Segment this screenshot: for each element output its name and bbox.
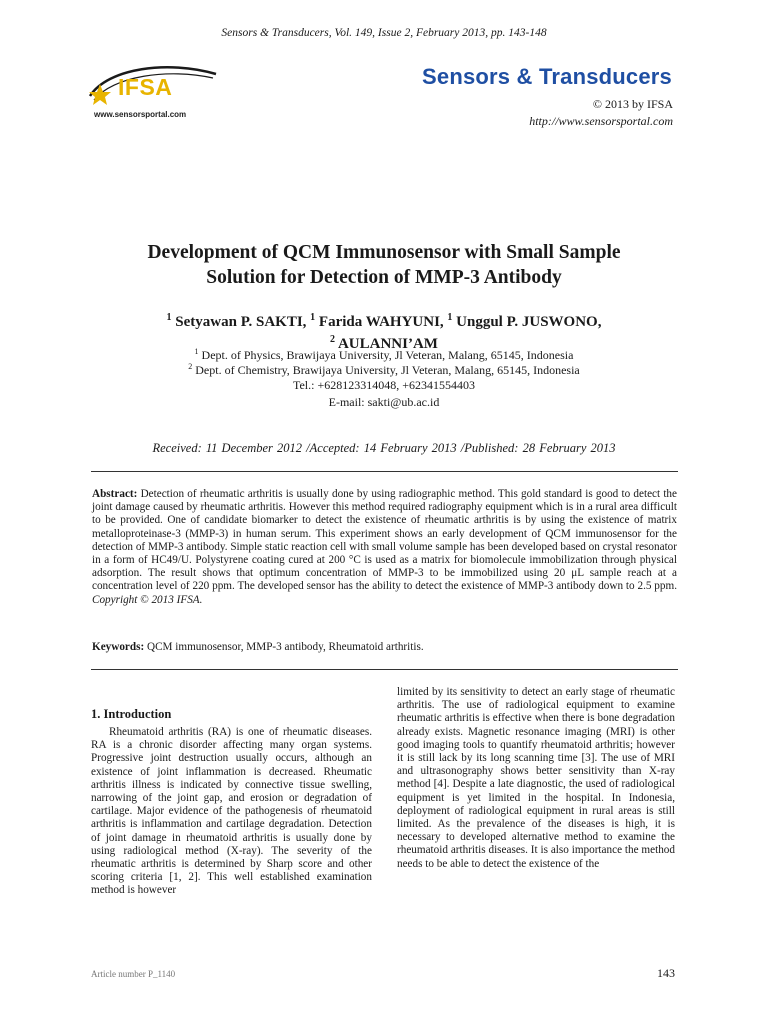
- affiliation-sup: 2: [188, 362, 193, 371]
- abstract-copyright: Copyright © 2013 IFSA.: [92, 593, 203, 606]
- paper-title: [80, 240, 688, 290]
- running-header: Sensors & Transducers, Vol. 149, Issue 2, February 2013, pp. 143-148: [221, 27, 547, 39]
- abstract-text: Detection of rheumatic arthritis is usually done by using radiographic method. This gold standard is good to detect the joint damage caused by rheumatic arthritis. However this method required radiography equipment which is in a rural area difficult to be provided. One of candidate biomarker to detect the existence of rheumatic arthritis is by using the existence of matrix metalloproteinase-3 (MMP-3) in human serum. This experiment shows an early development of QCM immunosensor for the detection of MMP-3 antibody. Simple static reaction cell with small volume sample has been developed based on crystal resonator in a form of HC49/U. Polystyrene coating cured at 200 °C is used as a matrix for biomolecule immobilization through physical adsorption. The result shows that optimum concentration of MMP-3 to be immobilized using 20 μL sample reach at a concentration level of 220 ppm. The developed sensor has the ability to detect the existence of MMP-3 antibody down to 2.5 ppm.: [92, 488, 677, 593]
- affiliation-text: Dept. of Chemistry, Brawijaya University, Jl Veteran, Malang, 65145, Indonesia: [195, 363, 580, 377]
- author-name: Setyawan P. SAKTI,: [175, 314, 311, 330]
- logo-text: IFSA: [118, 74, 173, 100]
- author-affil-sup: 1: [310, 312, 316, 323]
- author-line-1: [100, 309, 668, 331]
- abstract: [92, 488, 677, 607]
- author-affil-sup: 2: [330, 334, 336, 345]
- article-number: Article number P_1140: [91, 969, 176, 979]
- ifsa-logo: [88, 62, 218, 122]
- author-name: AULANNI’AM: [337, 336, 438, 352]
- email[interactable]: E-mail: sakti@ub.ac.id: [328, 395, 440, 409]
- affiliation-text: Dept. of Physics, Brawijaya University, Jl Veteran, Malang, 65145, Indonesia: [201, 348, 574, 362]
- journal-url[interactable]: http://www.sensorsportal.com: [529, 114, 673, 128]
- divider-bottom: [91, 669, 678, 670]
- affiliation-1: [0, 347, 768, 363]
- divider-top: [91, 471, 678, 472]
- author-affil-sup: 1: [447, 312, 453, 323]
- affiliation-2: [0, 362, 768, 378]
- paper-title-line-2: Solution for Detection of MMP-3 Antibody: [206, 267, 562, 288]
- intro-right-column: limited by its sensitivity to detect an early stage of rheumatic arthritis. The use of radiological equipment to examine rheumatic arthritis is effective when there is bone degradation already exists. Magnetic resonance imaging (MRI) is other good imaging tools to quantify rheumatoid arthritis; however it is still lack by its long scanning time [3]. The use of MRI and ultrasonography shows better sensitivity than X-ray method [4]. Despite a late diagnostic, the used of radiological equipment is yet limited in the hospital. In Indonesia, deployment of radiological equipment in rural areas is still limited. As the prevalence of the diseases is high, it is necessary to developed alternative method to examine the rheumatoid arthritis diseases. It is also importance the method needs to be able to detect the existence of the: [397, 686, 675, 870]
- telephone: Tel.: +628123314048, +62341554403: [292, 378, 476, 392]
- author-name: Unggul P. JUSWONO,: [456, 314, 602, 330]
- author-name: Farida WAHYUNI,: [318, 314, 448, 330]
- page-number: 143: [657, 966, 675, 980]
- journal-copyright: © 2013 by IFSA: [592, 97, 673, 111]
- section-heading-introduction: 1. Introduction: [91, 707, 172, 721]
- abstract-label: Abstract:: [92, 488, 138, 500]
- publication-dates: Received: 11 December 2012 /Accepted: 14 February 2013 /Published: 28 February 2013: [152, 441, 616, 455]
- keywords-label: Keywords:: [92, 641, 145, 653]
- logo-url: www.sensorsportal.com: [94, 110, 187, 119]
- keywords-text: QCM immunosensor, MMP-3 antibody, Rheumatoid arthritis.: [147, 641, 424, 653]
- author-affil-sup: 1: [166, 312, 172, 323]
- keywords: [92, 641, 677, 653]
- intro-left-column: Rheumatoid arthritis (RA) is one of rheumatic diseases. RA is a chronic disorder affecting many organ systems. Progressive joint destruction usually occurs, although an existence of joint inflammation is decreased. Rheumatic arthritis illness is indicated by connective tissue swelling, narrowing of the joint gap, and erosion or degradation of cartilage. Major evidence of the pathogenesis of rheumatoid arthritis is inflammation and cartilage degradation. Detection of joint damage in rheumatoid arthritis is usually done by using radiological method (X-ray). The severity of the rheumatic arthritis is determined by Sharp score and other scoring criteria [1, 2]. This well established examination method is however: [91, 726, 372, 897]
- affiliation-sup: 1: [194, 347, 199, 356]
- journal-title: Sensors & Transducers: [422, 64, 672, 89]
- paper-title-line-1: Development of QCM Immunosensor with Small Sample: [147, 242, 621, 263]
